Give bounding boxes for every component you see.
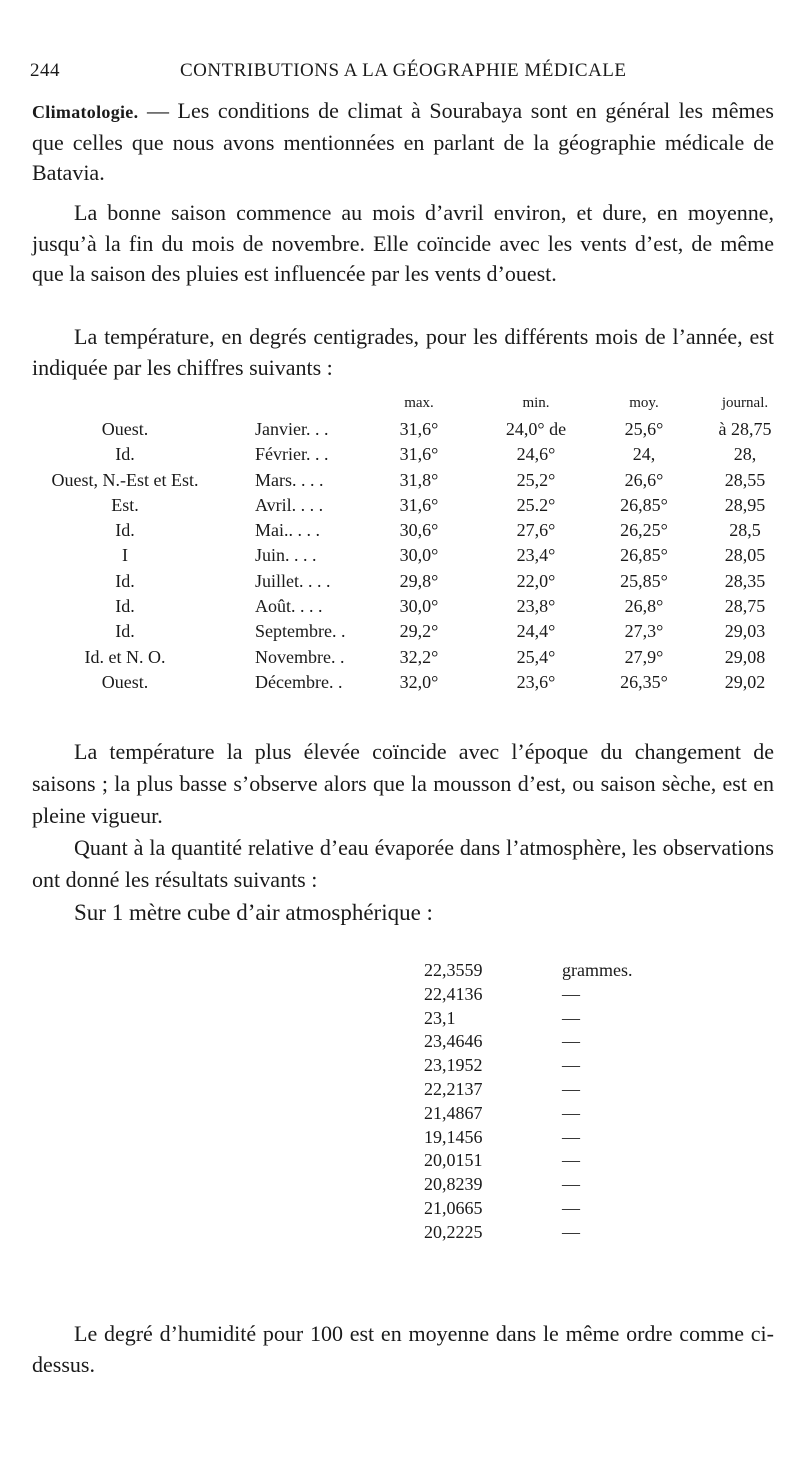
column-header-journal: journal. — [721, 395, 769, 411]
cell-unit: grammes. — [562, 960, 633, 980]
cell-value: 23,1952 — [424, 1055, 483, 1076]
cell-value: 22,3559 — [424, 960, 483, 980]
cell-unit: — — [562, 1150, 580, 1171]
cell-value: 19,1456 — [424, 1126, 483, 1147]
table-body — [30, 419, 775, 697]
cell-unit: — — [562, 1055, 580, 1076]
cell-moy: 26,25° — [620, 520, 668, 541]
paragraph-climatologie — [32, 96, 774, 189]
cell-journal: à 28,75 — [718, 419, 772, 439]
cell-journal: 28,5 — [729, 520, 761, 541]
table-row — [30, 596, 775, 621]
cell-wind: Id. — [115, 621, 135, 642]
cell-wind: Id. — [115, 444, 135, 465]
cell-unit: — — [562, 1197, 580, 1218]
cell-journal: 29,03 — [724, 621, 766, 642]
cell-month: Mars. . . . — [255, 469, 324, 490]
running-header — [30, 60, 770, 86]
paragraph-evaporation: Quant à la quantité relative d’eau évaporée dans l’atmosphère, les observations ont donné les résultats suivants : — [32, 835, 774, 892]
cell-journal: 28,75 — [724, 596, 766, 617]
cell-moy: 26,35° — [620, 671, 668, 692]
cell-moy: 26,6° — [624, 469, 664, 490]
table-row — [30, 520, 775, 545]
cell-month: Décembre. . — [255, 671, 343, 692]
cell-max: 29,2° — [399, 621, 439, 642]
table-row — [30, 672, 775, 697]
cell-unit: — — [562, 1221, 580, 1242]
cell-value: 20,8239 — [424, 1174, 483, 1195]
cell-month: Novembre. . — [255, 646, 345, 667]
cell-min: 25.2° — [516, 494, 556, 515]
table-row — [190, 1222, 650, 1246]
cell-min: 23,8° — [516, 596, 556, 617]
cell-unit: — — [562, 1031, 580, 1052]
table-header-row — [30, 395, 775, 419]
cell-max: 31,6° — [399, 419, 439, 439]
cell-journal: 29,08 — [724, 646, 766, 667]
cell-moy: 26,85° — [620, 494, 668, 515]
table-row — [30, 647, 775, 672]
cell-unit: — — [562, 1126, 580, 1147]
cell-wind: Ouest. — [101, 419, 149, 439]
table-row — [190, 1055, 650, 1079]
cell-month: Juin. . . . — [255, 545, 317, 566]
table-row — [190, 960, 650, 984]
table-row — [190, 984, 650, 1008]
cell-unit: — — [562, 1174, 580, 1195]
table-row — [30, 419, 775, 444]
cell-journal: 28,55 — [724, 469, 766, 490]
table-row — [190, 1031, 650, 1055]
table-row — [190, 1079, 650, 1103]
cell-moy: 25,85° — [620, 570, 668, 591]
cell-max: 29,8° — [399, 570, 439, 591]
table-row — [190, 1150, 650, 1174]
cell-wind: Id. — [115, 596, 135, 617]
cell-min: 25,2° — [516, 469, 556, 490]
cell-value: 20,0151 — [424, 1150, 483, 1171]
cell-max: 30,0° — [399, 545, 439, 566]
paragraph-saison: La bonne saison commence au mois d’avril environ, et dure, en moyenne, jusqu’à la fin du mois de novembre. Elle coïncide avec les vents d’est, de même que la saison des pluies est influencée par les vents d’ouest. — [32, 200, 774, 286]
paragraph-temperature-remark: La température la plus élevée coïncide avec l’époque du changement de saisons ; la plus basse s’observe alors que la mousson d’est, ou saison sèche, est en pleine vigueur. — [32, 739, 774, 828]
cell-wind: Ouest. — [101, 671, 149, 692]
cell-min: 25,4° — [516, 646, 556, 667]
cell-wind: Id. — [115, 520, 135, 541]
cell-max: 32,0° — [399, 671, 439, 692]
cell-max: 30,6° — [399, 520, 439, 541]
cell-journal: 28,95 — [724, 494, 766, 515]
cell-moy: 26,8° — [624, 596, 664, 617]
cell-value: 23,4646 — [424, 1031, 483, 1052]
cell-max: 31,8° — [399, 469, 439, 490]
cell-min: 27,6° — [516, 520, 556, 541]
cell-min: 24,6° — [516, 444, 556, 465]
table-row — [30, 545, 775, 570]
table-row — [30, 495, 775, 520]
cell-value: 23,1 — [424, 1007, 456, 1028]
cell-value: 20,2225 — [424, 1221, 483, 1242]
cell-value: 22,4136 — [424, 983, 483, 1004]
temperature-table — [30, 395, 775, 697]
cell-month: Avril. . . . — [255, 494, 324, 515]
air-water-table — [190, 960, 650, 1246]
table-row — [190, 1174, 650, 1198]
table-row — [190, 1008, 650, 1032]
cell-wind: I — [122, 545, 128, 566]
cell-max: 32,2° — [399, 646, 439, 667]
cell-month: Février. . . — [255, 444, 329, 465]
cell-wind: Est. — [111, 494, 139, 515]
cell-moy: 27,3° — [624, 621, 664, 642]
cell-value: 21,0665 — [424, 1197, 483, 1218]
table-row — [190, 1127, 650, 1151]
paragraph-temperature-intro: La température, en degrés centigrades, pour les différents mois de l’année, est indiquée par les chiffres suivants : — [32, 324, 774, 380]
cell-journal: 28, — [733, 444, 757, 465]
cell-min: 22,0° — [516, 570, 556, 591]
cell-min: 24,0° de — [505, 419, 567, 439]
cell-value: 21,4867 — [424, 1102, 483, 1123]
table-row — [190, 1198, 650, 1222]
column-header-min: min. — [522, 395, 550, 411]
table-row — [30, 621, 775, 646]
cell-wind: Ouest, N.-Est et Est. — [51, 469, 199, 490]
paragraph-humidity: Le degré d’humidité pour 100 est en moyenne dans le même ordre comme ci-dessus. — [32, 1321, 774, 1377]
cell-max: 31,6° — [399, 494, 439, 515]
cell-unit: — — [562, 1007, 580, 1028]
running-title: CONTRIBUTIONS A LA GÉOGRAPHIE MÉDICALE — [180, 60, 627, 81]
cell-min: 23,6° — [516, 671, 556, 692]
cell-max: 31,6° — [399, 444, 439, 465]
cell-journal: 29,02 — [724, 671, 766, 692]
cell-month: Septembre. . — [255, 621, 346, 642]
cell-unit: — — [562, 1078, 580, 1099]
cell-max: 30,0° — [399, 596, 439, 617]
cell-month: Janvier. . . — [255, 419, 329, 439]
column-header-max: max. — [404, 395, 434, 411]
cell-month: Juillet. . . . — [255, 570, 331, 591]
cell-value: 22,2137 — [424, 1078, 483, 1099]
cell-wind: Id. et N. O. — [84, 646, 166, 667]
table-row — [30, 470, 775, 495]
cell-journal: 28,35 — [724, 570, 766, 591]
cell-unit: — — [562, 1102, 580, 1123]
cell-min: 24,4° — [516, 621, 556, 642]
table-row — [190, 1103, 650, 1127]
page-number: 244 — [30, 60, 60, 81]
cell-wind: Id. — [115, 570, 135, 591]
paragraph-text: — Les conditions de climat à Sourabaya sont en général les mêmes que celles que nous avons mentionnées en parlant de la géographie médicale de Batavia. — [32, 98, 774, 185]
paragraph-air-heading: Sur 1 mètre cube d’air atmosphérique : — [74, 900, 433, 925]
cell-moy: 25,6° — [624, 419, 664, 439]
cell-unit: — — [562, 983, 580, 1004]
cell-month: Mai.. . . . — [255, 520, 320, 541]
column-header-moy: moy. — [629, 395, 659, 411]
cell-moy: 26,85° — [620, 545, 668, 566]
cell-journal: 28,05 — [724, 545, 766, 566]
cell-moy: 27,9° — [624, 646, 664, 667]
cell-moy: 24, — [632, 444, 656, 465]
cell-month: Août. . . . — [255, 596, 323, 617]
table-row — [30, 571, 775, 596]
cell-min: 23,4° — [516, 545, 556, 566]
table-row — [30, 444, 775, 469]
section-lead: Climatologie. — [32, 102, 139, 122]
